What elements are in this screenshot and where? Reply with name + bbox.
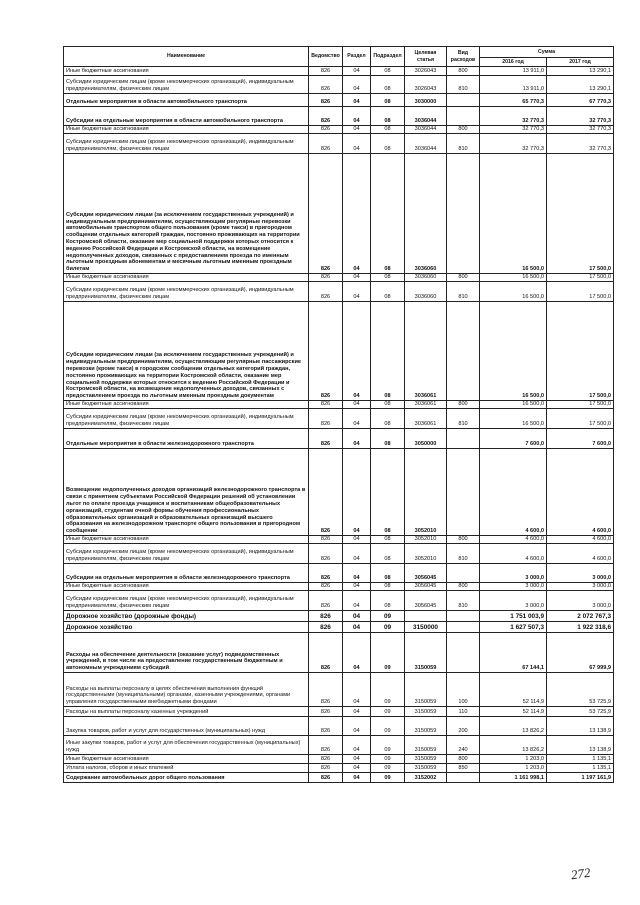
row-vid-rashodov: 800 [447,126,480,134]
table-body [64,67,614,783]
row-podrazdel: 08 [371,409,405,429]
header-vedomstvo: Ведомство [309,47,343,67]
row-vedomstvo: 826 [309,134,343,154]
table-row [64,755,614,764]
row-vid-rashodov: 110 [447,707,480,717]
table-row [64,611,614,622]
row-sum-2016: 3 000,0 [480,583,547,591]
row-razdel: 04 [343,707,371,717]
row-podrazdel: 08 [371,67,405,76]
row-podrazdel: 08 [371,564,405,583]
row-vid-rashodov [447,449,480,536]
row-sum-2017: 32 770,3 [547,126,614,134]
row-razdel: 04 [343,764,371,773]
row-sum-2016: 13 911,0 [480,67,547,76]
header-vid-rashodov: Вид расходов [447,47,480,67]
row-razdel: 04 [343,67,371,76]
row-sum-2016: 32 770,3 [480,126,547,134]
row-vedomstvo: 826 [309,544,343,564]
row-sum-2017: 3 000,0 [547,564,614,583]
row-vid-rashodov [447,773,480,783]
row-vedomstvo: 826 [309,611,343,622]
row-sum-2017: 7 600,0 [547,429,614,449]
row-name: Уплата налогов, сборов и иных платежей [64,764,309,773]
row-vid-rashodov: 100 [447,673,480,707]
row-sum-2016: 1 203,0 [480,755,547,764]
row-name: Субсидии на отдельные мероприятия в области автомобильного транспорта [64,107,309,126]
row-name: Расходы на выплаты персоналу в целях обеспечения выполнения функций государственными (муниципальными) органами, казенными учреждениями, органами управления государственными внебюджетными фондами [64,673,309,707]
row-vid-rashodov [447,429,480,449]
row-vid-rashodov [447,611,480,622]
row-celevaya-statya: 3052010 [405,536,447,544]
row-razdel: 04 [343,76,371,94]
row-razdel: 04 [343,302,371,401]
row-name: Иные закупки товаров, работ и услуг для обеспечения государственных (муниципальных) нужд [64,736,309,755]
row-podrazdel: 08 [371,134,405,154]
row-razdel: 04 [343,583,371,591]
row-vedomstvo: 826 [309,401,343,409]
row-sum-2016: 1 161 998,1 [480,773,547,783]
row-name: Субсидии юридическим лицам (кроме некоммерческих организаций), индивидуальным предпринимателям, физическим лицам [64,544,309,564]
table-row [64,449,614,536]
row-celevaya-statya: 3036060 [405,282,447,302]
row-vedomstvo: 826 [309,707,343,717]
row-sum-2016: 52 114,9 [480,673,547,707]
row-vedomstvo: 826 [309,302,343,401]
row-name: Субсидии юридическим лицам (кроме некоммерческих организаций), индивидуальным предпринимателям, физическим лицам [64,591,309,611]
header-year-2017: 2017 год [547,58,614,67]
row-razdel: 04 [343,536,371,544]
row-razdel: 04 [343,717,371,736]
row-celevaya-statya: 3036044 [405,107,447,126]
table-row [64,94,614,107]
row-celevaya-statya: 3052010 [405,449,447,536]
row-celevaya-statya: 3036060 [405,154,447,274]
row-name: Отдельные мероприятия в области автомобильного транспорта [64,94,309,107]
row-vedomstvo: 826 [309,583,343,591]
row-sum-2017: 4 600,0 [547,536,614,544]
row-sum-2016: 32 770,3 [480,134,547,154]
row-celevaya-statya: 3056045 [405,583,447,591]
row-name: Дорожное хозяйство [64,622,309,633]
row-name: Субсидии юридическим лицам (кроме некоммерческих организаций), индивидуальным предпринимателям, физическим лицам [64,282,309,302]
row-vedomstvo: 826 [309,449,343,536]
row-podrazdel: 08 [371,401,405,409]
row-vedomstvo: 826 [309,409,343,429]
row-vedomstvo: 826 [309,764,343,773]
row-razdel: 04 [343,274,371,282]
row-celevaya-statya: 3150059 [405,764,447,773]
row-sum-2017: 1 922 318,6 [547,622,614,633]
row-celevaya-statya: 3056045 [405,564,447,583]
row-razdel: 04 [343,755,371,764]
row-vid-rashodov: 800 [447,67,480,76]
row-vid-rashodov: 800 [447,755,480,764]
row-razdel: 04 [343,773,371,783]
row-celevaya-statya: 3036060 [405,274,447,282]
row-vedomstvo: 826 [309,633,343,673]
row-celevaya-statya: 3036061 [405,302,447,401]
row-podrazdel: 08 [371,282,405,302]
row-name: Дорожное хозяйство (дорожные фонды) [64,611,309,622]
row-sum-2017: 17 500,0 [547,409,614,429]
table-row [64,773,614,783]
table-row [64,274,614,282]
row-vid-rashodov: 850 [447,764,480,773]
row-sum-2016: 16 500,0 [480,302,547,401]
table-row [64,126,614,134]
row-celevaya-statya: 3150059 [405,673,447,707]
row-name: Субсидии юридическим лицам (кроме некоммерческих организаций), индивидуальным предпринимателям, физическим лицам [64,134,309,154]
row-vid-rashodov: 800 [447,536,480,544]
row-name: Содержание автомобильных дорог общего пользования [64,773,309,783]
row-sum-2017: 13 138,9 [547,717,614,736]
row-sum-2017: 1 135,1 [547,755,614,764]
row-vid-rashodov [447,622,480,633]
row-vid-rashodov: 200 [447,717,480,736]
table-row [64,409,614,429]
row-sum-2016: 16 500,0 [480,401,547,409]
table-row [64,154,614,274]
row-vid-rashodov [447,564,480,583]
row-podrazdel: 08 [371,154,405,274]
row-podrazdel: 09 [371,673,405,707]
row-name: Иные бюджетные ассигнования [64,401,309,409]
row-sum-2017: 53 725,9 [547,707,614,717]
row-celevaya-statya: 3150059 [405,633,447,673]
row-vid-rashodov [447,107,480,126]
row-name: Возмещение недополученных доходов организаций железнодорожного транспорта в связи с принятием субъектами Российской Федерации решений об установлении льгот по оплате проезда учащимся и воспитанникам общеобразовательных организаций, студентам очной формы обучения профессиональных образовательных организаций и образовательных организаций высшего образования на железнодорожном транспорте общего пользования в пригородном сообщении [64,449,309,536]
row-vedomstvo: 826 [309,76,343,94]
table-row [64,707,614,717]
row-sum-2017: 13 290,1 [547,67,614,76]
row-sum-2017: 4 600,0 [547,544,614,564]
row-sum-2016: 67 144,1 [480,633,547,673]
row-celevaya-statya: 3026043 [405,76,447,94]
table-row [64,673,614,707]
table-row [64,717,614,736]
row-sum-2017: 17 500,0 [547,401,614,409]
row-podrazdel: 09 [371,755,405,764]
row-sum-2017: 32 770,3 [547,107,614,126]
row-razdel: 04 [343,107,371,126]
row-name: Иные бюджетные ассигнования [64,536,309,544]
row-podrazdel: 09 [371,707,405,717]
row-sum-2016: 1 751 003,9 [480,611,547,622]
row-razdel: 04 [343,564,371,583]
row-sum-2017: 4 600,0 [547,449,614,536]
row-podrazdel: 08 [371,544,405,564]
row-celevaya-statya: 3052010 [405,544,447,564]
row-razdel: 04 [343,429,371,449]
row-sum-2017: 53 725,9 [547,673,614,707]
row-name: Иные бюджетные ассигнования [64,274,309,282]
row-podrazdel: 09 [371,717,405,736]
row-celevaya-statya [405,611,447,622]
row-sum-2017: 67 999,9 [547,633,614,673]
row-sum-2016: 13 911,0 [480,76,547,94]
page-number: 272 [569,864,592,883]
table-row [64,107,614,126]
row-razdel: 04 [343,409,371,429]
row-sum-2016: 7 600,0 [480,429,547,449]
table-row [64,764,614,773]
header-summa: Сумма [480,47,614,58]
table-row [64,564,614,583]
row-vid-rashodov: 810 [447,76,480,94]
row-name: Субсидии юридическим лицам (кроме некоммерческих организаций), индивидуальным предпринимателям, физическим лицам [64,409,309,429]
row-sum-2017: 17 500,0 [547,302,614,401]
row-sum-2017: 2 072 767,3 [547,611,614,622]
row-sum-2016: 3 000,0 [480,564,547,583]
row-podrazdel: 08 [371,583,405,591]
row-razdel: 04 [343,544,371,564]
row-name: Субсидии юридическим лицам (за исключением государственных учреждений) и индивидуальным предпринимателям, осуществляющим регулярные перевозки автомобильным транспортом общего пользования (кроме такси) в пригородном сообщении отдельных категорий граждан, постоянно проживающих на территории Костромской области, оказание мер социальной поддержки которых относится к ведению Российской Федерации и Костромской области, на возмещение недополученных доходов, связанных с предоставлением проезда по именным льготным проездным абонементам и месячным льготным именным проездным билетам [64,154,309,274]
row-vedomstvo: 826 [309,717,343,736]
row-vid-rashodov: 800 [447,583,480,591]
table-row [64,591,614,611]
row-vedomstvo: 826 [309,429,343,449]
row-vid-rashodov: 240 [447,736,480,755]
row-celevaya-statya: 3056045 [405,591,447,611]
row-name: Иные бюджетные ассигнования [64,755,309,764]
row-razdel: 04 [343,591,371,611]
row-sum-2016: 65 770,3 [480,94,547,107]
row-vid-rashodov: 800 [447,274,480,282]
table-row [64,544,614,564]
row-sum-2017: 32 770,3 [547,134,614,154]
row-razdel: 04 [343,401,371,409]
budget-table [63,46,614,783]
row-name: Субсидии на отдельные мероприятия в области железнодорожного транспорта [64,564,309,583]
row-sum-2017: 1 197 161,9 [547,773,614,783]
row-podrazdel: 08 [371,449,405,536]
row-podrazdel: 08 [371,94,405,107]
row-sum-2017: 3 000,0 [547,591,614,611]
row-vedomstvo: 826 [309,755,343,764]
row-name: Расходы на выплаты персоналу казенных учреждений [64,707,309,717]
row-celevaya-statya: 3152002 [405,773,447,783]
table-row [64,536,614,544]
row-sum-2017: 13 138,9 [547,736,614,755]
row-vid-rashodov: 800 [447,401,480,409]
row-celevaya-statya: 3036061 [405,409,447,429]
row-podrazdel: 08 [371,302,405,401]
row-name: Субсидии юридическим лицам (кроме некоммерческих организаций), индивидуальным предпринимателям, физическим лицам [64,76,309,94]
row-vedomstvo: 826 [309,67,343,76]
row-podrazdel: 09 [371,622,405,633]
row-sum-2016: 16 500,0 [480,274,547,282]
row-razdel: 04 [343,449,371,536]
row-sum-2016: 13 826,2 [480,736,547,755]
row-vid-rashodov [447,154,480,274]
table-row [64,302,614,401]
row-podrazdel: 09 [371,764,405,773]
table-row [64,282,614,302]
row-vedomstvo: 826 [309,274,343,282]
table-row [64,622,614,633]
row-vedomstvo: 826 [309,154,343,274]
row-sum-2016: 4 600,0 [480,449,547,536]
row-vedomstvo: 826 [309,282,343,302]
row-podrazdel: 09 [371,736,405,755]
row-sum-2016: 16 500,0 [480,409,547,429]
row-vedomstvo: 826 [309,126,343,134]
header-celevaya-statya: Целевая статья [405,47,447,67]
row-sum-2016: 16 500,0 [480,282,547,302]
row-sum-2016: 52 114,9 [480,707,547,717]
row-podrazdel: 08 [371,76,405,94]
row-sum-2016: 16 500,0 [480,154,547,274]
row-celevaya-statya: 3050000 [405,429,447,449]
row-vedomstvo: 826 [309,736,343,755]
row-razdel: 04 [343,126,371,134]
table-row [64,134,614,154]
header-year-2016: 2016 год [480,58,547,67]
row-podrazdel: 09 [371,633,405,673]
row-vedomstvo: 826 [309,622,343,633]
row-vedomstvo: 826 [309,536,343,544]
row-sum-2016: 3 000,0 [480,591,547,611]
row-podrazdel: 09 [371,773,405,783]
row-razdel: 04 [343,622,371,633]
row-vid-rashodov [447,633,480,673]
row-podrazdel: 08 [371,107,405,126]
row-razdel: 04 [343,134,371,154]
row-name: Иные бюджетные ассигнования [64,67,309,76]
row-sum-2017: 67 770,3 [547,94,614,107]
row-vid-rashodov: 810 [447,134,480,154]
row-name: Закупка товаров, работ и услуг для государственных (муниципальных) нужд [64,717,309,736]
row-podrazdel: 08 [371,591,405,611]
row-vedomstvo: 826 [309,591,343,611]
row-razdel: 04 [343,736,371,755]
row-celevaya-statya: 3150000 [405,622,447,633]
row-name: Расходы на обеспечение деятельности (оказание услуг) подведомственных учреждений, в том числе на предоставление государственным бюджетным и автономным учреждениям субсидий [64,633,309,673]
row-razdel: 04 [343,282,371,302]
row-celevaya-statya: 3036061 [405,401,447,409]
header-name: Наименование [64,47,309,67]
row-vid-rashodov [447,302,480,401]
row-name: Субсидии юридическим лицам (за исключением государственных учреждений) и индивидуальным предпринимателям, осуществляющим регулярные пассажирские перевозки (кроме такси) в городском сообщении отдельных категорий граждан, постоянно проживающих на территории Костромской области, оказание мер социальной поддержки которых относится к ведению Российской Федерации и Костромской области, на возмещение недополученных доходов, связанных с предоставлением проезда по льготным именным проездным документам [64,302,309,401]
row-sum-2016: 1 627 507,3 [480,622,547,633]
row-vid-rashodov: 810 [447,591,480,611]
table-row [64,401,614,409]
row-celevaya-statya: 3030000 [405,94,447,107]
row-vedomstvo: 826 [309,94,343,107]
row-celevaya-statya: 3026043 [405,67,447,76]
row-razdel: 04 [343,673,371,707]
table-row [64,67,614,76]
row-vid-rashodov: 810 [447,282,480,302]
row-podrazdel: 08 [371,429,405,449]
row-podrazdel: 08 [371,126,405,134]
row-razdel: 04 [343,611,371,622]
table-row [64,633,614,673]
table-row [64,76,614,94]
header-podrazdel: Подраздел [371,47,405,67]
row-vedomstvo: 826 [309,673,343,707]
row-sum-2017: 17 500,0 [547,282,614,302]
row-sum-2016: 4 600,0 [480,544,547,564]
row-sum-2016: 13 826,2 [480,717,547,736]
row-razdel: 04 [343,633,371,673]
row-sum-2016: 32 770,3 [480,107,547,126]
row-podrazdel: 08 [371,274,405,282]
row-vedomstvo: 826 [309,564,343,583]
table-row [64,429,614,449]
row-celevaya-statya: 3150059 [405,736,447,755]
row-sum-2016: 4 600,0 [480,536,547,544]
row-celevaya-statya: 3150059 [405,717,447,736]
table-row [64,583,614,591]
row-name: Отдельные мероприятия в области железнодорожного транспорта [64,429,309,449]
row-vid-rashodov: 810 [447,544,480,564]
row-podrazdel: 09 [371,611,405,622]
row-vid-rashodov [447,94,480,107]
row-name: Иные бюджетные ассигнования [64,126,309,134]
row-name: Иные бюджетные ассигнования [64,583,309,591]
row-celevaya-statya: 3036044 [405,134,447,154]
row-sum-2017: 3 000,0 [547,583,614,591]
row-sum-2017: 13 290,1 [547,76,614,94]
row-celevaya-statya: 3150059 [405,707,447,717]
row-razdel: 04 [343,154,371,274]
row-vedomstvo: 826 [309,773,343,783]
row-celevaya-statya: 3036044 [405,126,447,134]
row-celevaya-statya: 3150059 [405,755,447,764]
row-sum-2017: 1 135,1 [547,764,614,773]
row-vedomstvo: 826 [309,107,343,126]
row-sum-2017: 17 500,0 [547,274,614,282]
row-vid-rashodov: 810 [447,409,480,429]
row-podrazdel: 08 [371,536,405,544]
row-sum-2016: 1 203,0 [480,764,547,773]
table-row [64,736,614,755]
row-razdel: 04 [343,94,371,107]
row-sum-2017: 17 500,0 [547,154,614,274]
header-razdel: Раздел [343,47,371,67]
